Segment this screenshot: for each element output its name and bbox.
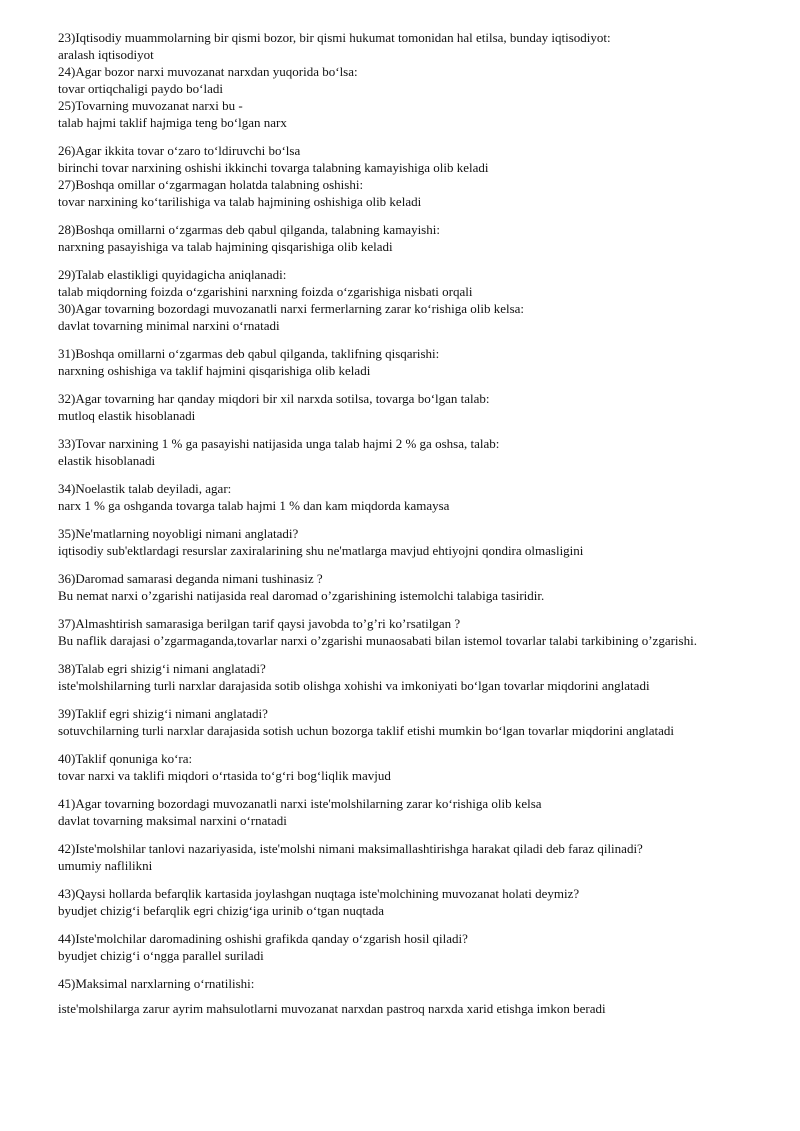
- answer-text: Bu nemat narxi o’zgarishi natijasida real daromad o’zgarishining istemolchi talabiga tasiridir.: [58, 588, 545, 603]
- question-text: 42)Iste'molshilar tanlovi nazariyasida, iste'molshi nimani maksimallashtirishga harakat qiladi deb faraz qilinadi?: [58, 841, 643, 856]
- question-31: [58, 345, 780, 379]
- answer-text: davlat tovarning minimal narxini o‘rnatadi: [58, 318, 280, 333]
- question-text: 36)Daromad samarasi deganda nimani tushinasiz ?: [58, 571, 323, 586]
- question-45: [58, 975, 780, 1017]
- question-30: [58, 300, 780, 334]
- question-34: [58, 480, 780, 514]
- answer-text: mutloq elastik hisoblanadi: [58, 408, 196, 423]
- question-text: 28)Boshqa omillarni o‘zgarmas deb qabul qilganda, talabning kamayishi:: [58, 222, 440, 237]
- question-text: 27)Boshqa omillar o‘zgarmagan holatda talabning oshishi:: [58, 177, 364, 192]
- answer-text: Bu naflik darajasi o’zgarmaganda,tovarlar narxi o’zgarishi munaosabati bilan istemol tovarlar talabi tarkibining o’zgarishi.: [58, 633, 697, 648]
- answer-text: byudjet chizig‘i befarqlik egri chizig‘iga urinib o‘tgan nuqtada: [58, 903, 384, 918]
- question-text: 43)Qaysi hollarda befarqlik kartasida joylashgan nuqtaga iste'molchining muvozanat holati deymiz?: [58, 886, 580, 901]
- answer-text: tovar ortiqchaligi paydo bo‘ladi: [58, 81, 223, 96]
- question-25: [58, 97, 780, 131]
- question-text: 31)Boshqa omillarni o‘zgarmas deb qabul qilganda, taklifning qisqarishi:: [58, 346, 440, 361]
- question-text: 33)Tovar narxining 1 % ga pasayishi natijasida unga talab hajmi 2 % ga oshsa, talab:: [58, 436, 500, 451]
- answer-text: iste'molshilarga zarur ayrim mahsulotlarni muvozanat narxdan pastroq narxda xarid etishga imkon beradi: [58, 1001, 606, 1016]
- question-33: [58, 435, 780, 469]
- question-text: 24)Agar bozor narxi muvozanat narxdan yuqorida bo‘lsa:: [58, 64, 358, 79]
- question-text: 44)Iste'molchilar daromadining oshishi grafikda qanday o‘zgarish hosil qiladi?: [58, 931, 468, 946]
- question-38: [58, 660, 780, 694]
- question-text: 40)Taklif qonuniga ko‘ra:: [58, 751, 193, 766]
- question-23: [58, 29, 780, 63]
- question-29: [58, 266, 780, 300]
- question-42: [58, 840, 780, 874]
- question-24: [58, 63, 780, 97]
- question-text: 29)Talab elastikligi quyidagicha aniqlanadi:: [58, 267, 287, 282]
- answer-text: talab miqdorning foizda o‘zgarishini narxning foizda o‘zgarishiga nisbati orqali: [58, 284, 473, 299]
- answer-text: narxning oshishiga va taklif hajmini qisqarishiga olib keladi: [58, 363, 371, 378]
- question-41: [58, 795, 780, 829]
- question-39: [58, 705, 780, 739]
- question-text: 45)Maksimal narxlarning o‘rnatilishi:: [58, 976, 255, 991]
- answer-text: byudjet chizig‘i o‘ngga parallel suriladi: [58, 948, 264, 963]
- question-text: 37)Almashtirish samarasiga berilgan tarif qaysi javobda to’g’ri ko’rsatilgan ?: [58, 616, 461, 631]
- question-text: 39)Taklif egri shizig‘i nimani anglatadi?: [58, 706, 268, 721]
- question-text: 35)Ne'matlarning noyobligi nimani anglatadi?: [58, 526, 299, 541]
- answer-text: iste'molshilarning turli narxlar darajasida sotib olishga xohishi va imkoniyati bo‘lgan tovarlar miqdorini anglatadi: [58, 678, 650, 693]
- question-text: 23)Iqtisodiy muammolarning bir qismi bozor, bir qismi hukumat tomonidan hal etilsa, bunday iqtisodiyot:: [58, 30, 611, 45]
- question-text: 30)Agar tovarning bozordagi muvozanatli narxi fermerlarning zarar ko‘rishiga olib kelsa:: [58, 301, 525, 316]
- question-26: [58, 142, 780, 176]
- question-text: 32)Agar tovarning har qanday miqdori bir xil narxda sotilsa, tovarga bo‘lgan talab:: [58, 391, 490, 406]
- question-43: [58, 885, 780, 919]
- question-32: [58, 390, 780, 424]
- question-text: 34)Noelastik talab deyiladi, agar:: [58, 481, 232, 496]
- answer-text: davlat tovarning maksimal narxini o‘rnatadi: [58, 813, 287, 828]
- question-36: [58, 570, 780, 604]
- question-40: [58, 750, 780, 784]
- answer-text: iqtisodiy sub'ektlardagi resurslar zaxiralarining shu ne'matlarga mavjud ehtiyojni qondira olmasligini: [58, 543, 584, 558]
- answer-text: umumiy naflilikni: [58, 858, 153, 873]
- answer-text: tovar narxining ko‘tarilishiga va talab hajmining oshishiga olib keladi: [58, 194, 422, 209]
- answer-text: narxning pasayishiga va talab hajmining qisqarishiga olib keladi: [58, 239, 393, 254]
- question-28: [58, 221, 780, 255]
- question-37: [58, 615, 780, 649]
- answer-text: tovar narxi va taklifi miqdori o‘rtasida to‘g‘ri bog‘liqlik mavjud: [58, 768, 391, 783]
- question-text: 41)Agar tovarning bozordagi muvozanatli narxi iste'molshilarning zarar ko‘rishiga olib kelsa: [58, 796, 542, 811]
- question-27: [58, 176, 780, 210]
- question-text: 38)Talab egri shizig‘i nimani anglatadi?: [58, 661, 266, 676]
- answer-text: talab hajmi taklif hajmiga teng bo‘lgan narx: [58, 115, 287, 130]
- question-text: 25)Tovarning muvozanat narxi bu -: [58, 98, 243, 113]
- question-text: 26)Agar ikkita tovar o‘zaro to‘ldiruvchi bo‘lsa: [58, 143, 301, 158]
- answer-text: sotuvchilarning turli narxlar darajasida sotish uchun bozorga taklif etishi mumkin bo‘lgan tovarlar miqdorini anglatadi: [58, 723, 675, 738]
- answer-text: elastik hisoblanadi: [58, 453, 156, 468]
- answer-text: birinchi tovar narxining oshishi ikkinchi tovarga talabning kamayishiga olib keladi: [58, 160, 489, 175]
- question-35: [58, 525, 780, 559]
- question-44: [58, 930, 780, 964]
- answer-text: narx 1 % ga oshganda tovarga talab hajmi 1 % dan kam miqdorda kamaysa: [58, 498, 450, 513]
- document-page: [58, 29, 780, 1017]
- answer-text: aralash iqtisodiyot: [58, 47, 154, 62]
